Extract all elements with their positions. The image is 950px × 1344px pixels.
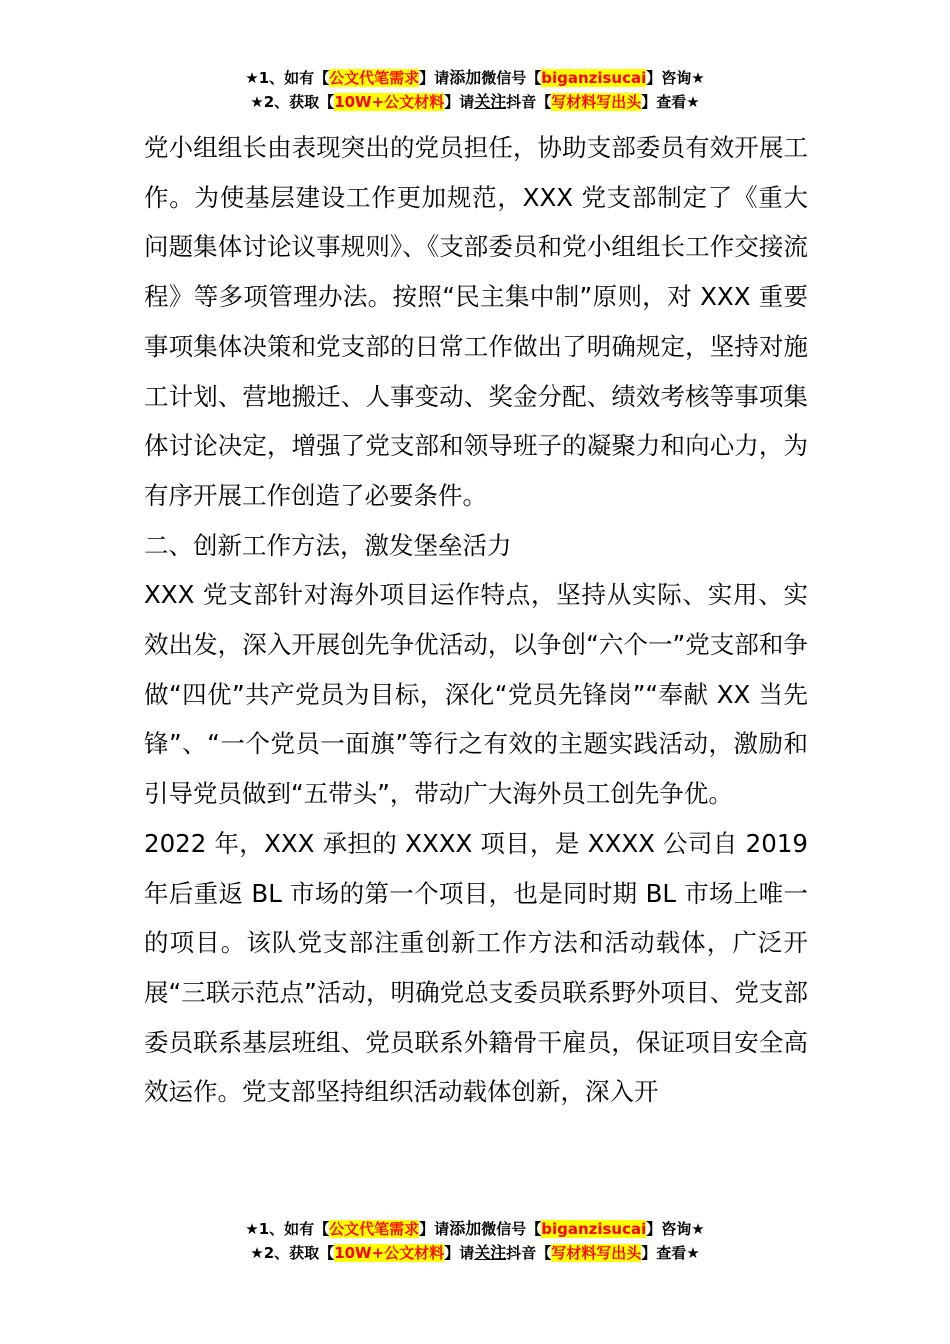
banner-text: 】查看★ <box>641 93 700 111</box>
highlight-wechat-id: biganzisucai <box>541 1220 647 1238</box>
banner-line-2 <box>0 90 950 114</box>
banner-text: 关注 <box>474 1243 507 1262</box>
banner-text: ★2、获取【 <box>250 93 335 111</box>
highlight-douyin-id: 写材料写出头 <box>551 93 642 111</box>
banner-text: 关注 <box>474 92 507 111</box>
banner-text: 】咨询★ <box>646 69 705 87</box>
paragraph-2: XXX 党支部针对海外项目运作特点，坚持从实际、实用、实效出发，深入开展创先争优活动，以争创“六个一”党支部和争做“四优”共产党员为目标，深化“党员先锋岗”“奉献 XX 当先锋”、“一个党员一面旗”等行之有效的主题实践活动，激励和引导党员做到“五带头”，带动广大海外员工创先争优。 <box>144 580 808 809</box>
banner-text: 添加 <box>449 1219 482 1238</box>
highlight-douyin-id: 写材料写出头 <box>551 1244 642 1262</box>
banner-line-1 <box>0 1217 950 1241</box>
footer-banner <box>0 1217 950 1265</box>
banner-text: 】查看★ <box>641 1244 700 1262</box>
banner-text: 微信号【 <box>481 1220 542 1238</box>
banner-text: 微信号【 <box>481 69 542 87</box>
paragraph-3: 2022 年，XXX 承担的 XXXX 项目，是 XXXX 公司自 2019 年后重返 BL 市场的第一个项目，也是同时期 BL 市场上唯一的项目。该队党支部注重创新工作方法和活动载体，广泛开展“三联示范点”活动，明确党总支委员联系野外项目、党支部委员联系基层班组、党员联系外籍骨干雇员，保证项目安全高效运作。党支部坚持组织活动载体创新，深入开 <box>144 828 808 1107</box>
banner-line-1 <box>0 66 950 90</box>
banner-text: 】请 <box>444 1244 475 1262</box>
banner-text: 抖音【 <box>506 1244 552 1262</box>
highlight-materials: 10W+公文材料 <box>334 93 445 111</box>
section-heading-2: 二、创新工作方法，激发堡垒活力 <box>144 530 512 560</box>
highlight-wechat-id: biganzisucai <box>541 69 647 87</box>
highlight-ghostwriting: 公文代笔需求 <box>329 1220 420 1238</box>
banner-text: 】咨询★ <box>646 1220 705 1238</box>
banner-text: ★2、获取【 <box>250 1244 335 1262</box>
banner-text: ★1、如有【 <box>245 1220 330 1238</box>
document-body <box>144 123 808 1117</box>
banner-text: ★1、如有【 <box>245 69 330 87</box>
banner-text: 】请 <box>419 1220 450 1238</box>
highlight-ghostwriting: 公文代笔需求 <box>329 69 420 87</box>
banner-text: 】请 <box>419 69 450 87</box>
banner-text: 】请 <box>444 93 475 111</box>
paragraph-1: 党小组组长由表现突出的党员担任，协助支部委员有效开展工作。为使基层建设工作更加规范，XXX 党支部制定了《重大问题集体讨论议事规则》、《支部委员和党小组组长工作交接流程》等多项管理办法。按照“民主集中制”原则，对 XXX 重要事项集体决策和党支部的日常工作做出了明确规定，坚持对施工计划、营地搬迁、人事变动、奖金分配、绩效考核等事项集体讨论决定，增强了党支部和领导班子的凝聚力和向心力，为有序开展工作创造了必要条件。 <box>144 133 808 510</box>
highlight-materials: 10W+公文材料 <box>334 1244 445 1262</box>
header-banner <box>0 66 950 114</box>
banner-text: 添加 <box>449 68 482 87</box>
banner-line-2 <box>0 1241 950 1265</box>
banner-text: 抖音【 <box>506 93 552 111</box>
